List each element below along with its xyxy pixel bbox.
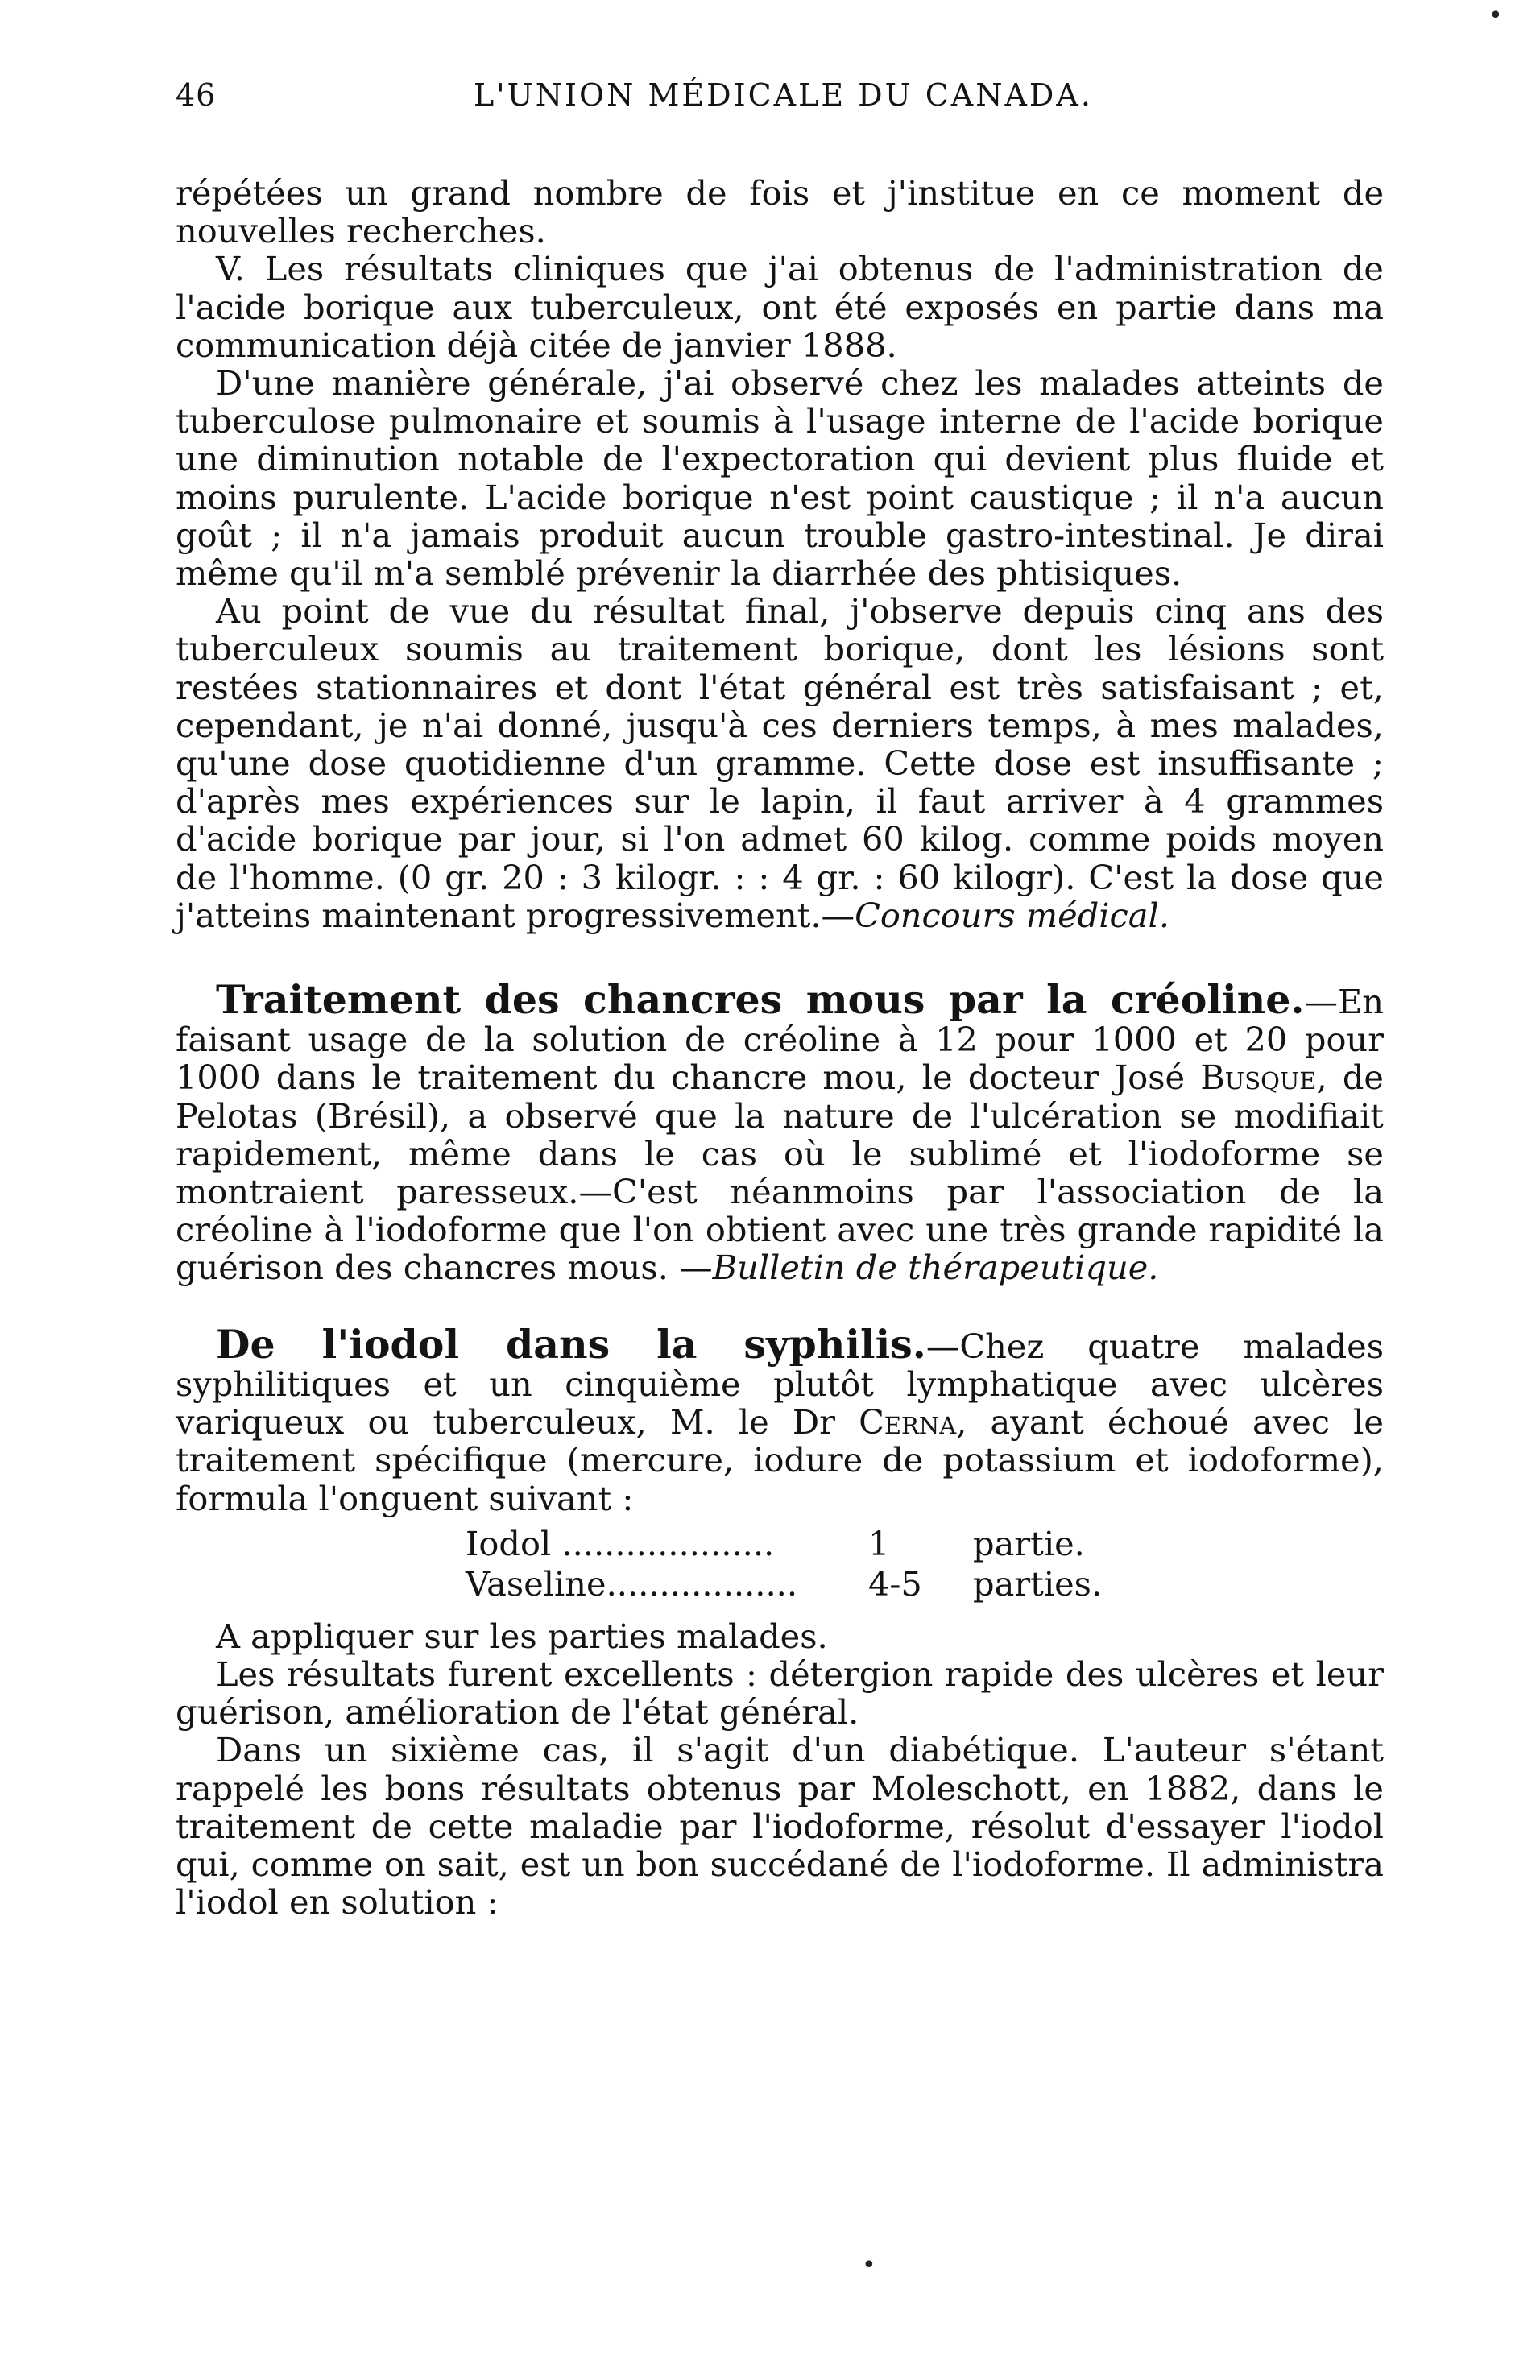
article-iodol — [176, 1320, 1384, 1518]
formula-ingredient: Iodol .................... — [466, 1523, 775, 1563]
article-text-iodol: —Chez quatre malades syphilitiques et un cinquième plutôt lymphatique avec ulcères variqueux ou tuberculeux, M. le Dr — [176, 1326, 1384, 1442]
formula-unit: partie. — [973, 1523, 1085, 1563]
article-title-iodol: De l'iodol dans la syphilis. — [216, 1320, 926, 1368]
paragraph-sixth-case: Dans un sixième cas, il s'agit d'un diabétique. L'auteur s'étant rappelé les bons résultats obtenus par Moleschott, en 1882, dans le traitement de cette maladie par l'iodoforme, résolut d'essayer l'iodol qui, comme on sait, est un bon succédané de l'iodoforme. Il administra l'iodol en solution : — [176, 1730, 1384, 1923]
journal-title: L'UNION MÉDICALE DU CANADA. — [474, 77, 1093, 113]
article-text-creoline-cont: , de Pelotas (Brésil), a observé que la nature de l'ulcération se modifiait rapidement, même dans le cas où le sublimé et l'iodoforme se montraient paresseux.—C'est néanmoins par l'association de la créoline à l'iodoforme que l'on obtient avec une très grande rapidité la guérison des chancres mous. — — [176, 1058, 1384, 1288]
ointment-formula — [176, 1524, 1384, 1604]
author-name: Cerna — [859, 1402, 957, 1442]
formula-row — [176, 1524, 1384, 1564]
paragraph-observations: D'une manière générale, j'ai observé chez les malades atteints de tuberculose pulmonaire et soumis à l'usage interne de l'acide borique une diminution notable de l'expectoration qui devient plus fluide et moins purulente. L'acide borique n'est point caustique ; il n'a aucun goût ; il n'a jamais produit aucun trouble gastro-intestinal. Je dirai même qu'il m'a semblé prévenir la diarrhée des phtisiques. — [176, 363, 1384, 594]
formula-quantity: 4-5 — [868, 1563, 922, 1604]
paragraph-section-v: V. Les résultats cliniques que j'ai obtenus de l'administration de l'acide borique aux tuberculeux, ont été exposés en partie dans ma communication déjà citée de janvier 1888. — [176, 249, 1384, 365]
source-citation: Concours médical. — [855, 895, 1170, 935]
article-creoline — [176, 976, 1384, 1288]
paragraph-apply: A appliquer sur les parties malades. — [216, 1616, 828, 1656]
source-citation: Bulletin de thérapeutique. — [712, 1248, 1159, 1288]
document-page — [176, 77, 1384, 1921]
paragraph-results: Les résultats furent excellents : détergion rapide des ulcères et leur guérison, amélioration de l'état général. — [176, 1654, 1384, 1732]
formula-ingredient: Vaseline.................. — [466, 1563, 798, 1604]
paragraph-continuation: répétées un grand nombre de fois et j'institue en ce moment de nouvelles recherches. — [176, 173, 1384, 251]
page-number: 46 — [176, 77, 217, 113]
margin-dot: • — [862, 2251, 876, 2279]
formula-row — [176, 1564, 1384, 1604]
running-head — [176, 77, 1384, 126]
article-title-creoline: Traitement des chancres mous par la créoline. — [216, 976, 1305, 1024]
article-text-iodol-cont: , ayant échoué avec le traitement spécifique (mercure, iodure de potassium et iodoforme), formula l'onguent suivant : — [176, 1402, 1384, 1518]
article-text-creoline: —En faisant usage de la solution de créoline à 12 pour 1000 et 20 pour 1000 dans le traitement du chancre mou, le docteur José — [176, 982, 1384, 1098]
paragraph-final-result — [176, 592, 1384, 934]
margin-dot: • — [1488, 2, 1503, 30]
author-name: Busque — [1200, 1058, 1317, 1098]
final-result-text: Au point de vue du résultat final, j'observe depuis cinq ans des tuberculeux soumis au traitement borique, dont les lésions sont restées stationnaires et dont l'état général est très satisfaisant ; et, cependant, je n'ai donné, jusqu'à ces derniers temps, à mes malades, qu'une dose quotidienne d'un gramme. Cette dose est insuffisante ; d'après mes expériences sur le lapin, il faut arriver à 4 grammes d'acide borique par jour, si l'on admet 60 kilog. comme poids moyen de l'homme. (0 gr. 20 : 3 kilogr. : : 4 gr. : 60 kilogr). C'est la dose que j'atteins maintenant progressivement.— — [176, 591, 1384, 935]
formula-unit: parties. — [973, 1563, 1103, 1604]
body-text — [176, 174, 1384, 1921]
formula-quantity: 1 — [868, 1523, 890, 1563]
